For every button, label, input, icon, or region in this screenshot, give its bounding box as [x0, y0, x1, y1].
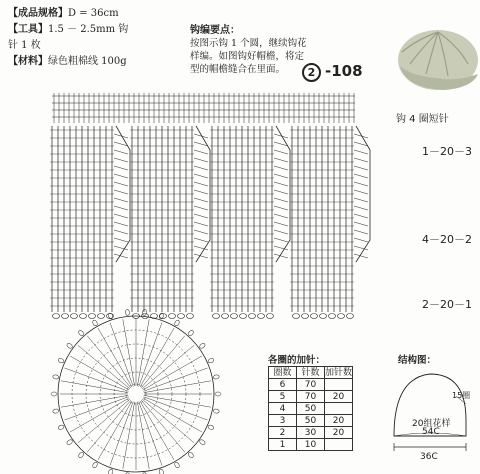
table-row [269, 427, 353, 439]
table-cell: 20 [325, 427, 353, 439]
motif-ring [126, 384, 146, 404]
table-cell: 10 [297, 439, 325, 451]
wedge-stitch [194, 158, 208, 162]
wedge-stitch [194, 150, 208, 154]
motif-spoke [137, 319, 149, 386]
motif-spoke [70, 398, 129, 432]
table-cell: 30 [297, 427, 325, 439]
table-cell: 50 [297, 403, 325, 415]
wedge-stitch [274, 214, 288, 218]
table-cell [325, 439, 353, 451]
table-cell: 70 [297, 391, 325, 403]
wedge-stitch [274, 182, 288, 186]
chain-loop [231, 314, 238, 319]
wedge-stitch [194, 182, 208, 186]
motif-spoke [98, 328, 132, 387]
side-title: 钩 4 圈短针 [396, 114, 449, 125]
motif-spoke [61, 395, 128, 407]
motif-chain [207, 358, 214, 364]
chain-loop [222, 314, 229, 319]
table-cell [325, 403, 353, 415]
tools-value: 1.5 － 2.5mm 钩 [48, 24, 129, 35]
motif-chain [187, 451, 194, 458]
code-circled-number: 2 [302, 63, 321, 82]
wedge-stitch [274, 238, 288, 242]
structure-title: 结构图： [398, 355, 437, 366]
chain-loop [62, 314, 69, 319]
wedge-stitch [194, 214, 208, 218]
material-key: 【材料】 [8, 56, 48, 67]
motif-chain [92, 319, 98, 326]
motif-spoke [61, 381, 128, 393]
chain-loop [240, 314, 247, 319]
motif-chain [215, 392, 221, 396]
chain-loop [267, 314, 274, 319]
tools-key: 【工具】 [8, 24, 48, 35]
motif-chain [58, 358, 65, 364]
table-cell: 6 [269, 379, 297, 391]
motif-spoke [140, 401, 174, 460]
table-row [269, 403, 353, 415]
wedge-stitch [274, 206, 288, 210]
motif-chain [174, 461, 180, 468]
wedge-stitch [354, 198, 368, 202]
wedge-stitch [354, 158, 368, 162]
wedge-stitch [114, 190, 128, 194]
wedge-stitch [274, 230, 288, 234]
wedge-stitch [354, 190, 368, 194]
size-value: D = 36cm [68, 8, 119, 19]
wedge-stitch [354, 238, 368, 242]
chain-loop [98, 314, 105, 319]
chain-loop [80, 314, 87, 319]
wedge-stitch [194, 222, 208, 226]
wedge-stitch [354, 206, 368, 210]
motif-spoke [143, 356, 202, 390]
wedge-stitch [354, 230, 368, 234]
chain-loop [107, 314, 114, 319]
motif-chain [213, 408, 220, 413]
motif-spoke [143, 398, 202, 432]
motif-chain [78, 329, 85, 336]
motif-chain [66, 342, 73, 349]
side-label-3: 2－20－1 [422, 298, 472, 311]
table-row [269, 379, 353, 391]
chain-loop [187, 314, 194, 319]
wedge-stitch [114, 230, 128, 234]
motif-spoke [144, 395, 211, 407]
table-row [269, 439, 353, 451]
motif-chain [78, 451, 85, 458]
wedge-stitch [274, 150, 288, 154]
wedge-stitch [354, 182, 368, 186]
notes-heading: 钩编要点： [190, 25, 240, 36]
chain-loop [249, 314, 256, 319]
wedge-stitch [274, 198, 288, 202]
wedge-stitch [194, 206, 208, 210]
table-cell: 针数 [297, 367, 325, 379]
table-cell: 70 [297, 379, 325, 391]
structure-rim-label: 15圈 [452, 391, 471, 400]
wedge-stitch [114, 238, 128, 242]
structure-circumference: 54C [422, 427, 440, 437]
motif-chain [51, 392, 57, 396]
chain-loop [71, 314, 78, 319]
side-label-2: 4－20－2 [422, 233, 472, 246]
motif-spoke [144, 381, 211, 393]
chain-loop [258, 314, 265, 319]
chain-loop [311, 314, 318, 319]
side-label-1: 1－20－3 [422, 145, 472, 158]
tools-value-2: 针 1 枚 [8, 40, 41, 51]
table-cell: 5 [269, 391, 297, 403]
table-cell: 圈数 [269, 367, 297, 379]
table-header-row [269, 367, 353, 379]
motif-chain [58, 424, 65, 430]
wedge-stitch [114, 182, 128, 186]
motif-chain [52, 374, 59, 379]
wedge-stitch [114, 174, 128, 178]
chain-loop [213, 314, 220, 319]
table-cell: 2 [269, 427, 297, 439]
motif-chain [174, 319, 180, 326]
stitch-grid [50, 93, 370, 319]
table-cell: 20 [325, 391, 353, 403]
wedge-stitch [274, 174, 288, 178]
chain-loop [178, 314, 185, 319]
wedge-stitch [114, 150, 128, 154]
motif-chain [199, 342, 206, 349]
motif-chain [125, 309, 130, 315]
motif-chain [66, 439, 73, 446]
chain-loop [338, 314, 345, 319]
increase-table [268, 366, 353, 451]
chain-loop [53, 314, 60, 319]
wedge-stitch [274, 190, 288, 194]
table-cell: 3 [269, 415, 297, 427]
chain-loop [89, 314, 96, 319]
table-cell [325, 379, 353, 391]
motif-chain [213, 374, 220, 379]
wedge-stitch [194, 190, 208, 194]
material-value: 绿色粗棉线 100g [48, 56, 127, 67]
motif-spoke [70, 356, 129, 390]
wedge-stitch [194, 238, 208, 242]
wedge-stitch [114, 158, 128, 162]
code-suffix: -108 [325, 62, 363, 80]
motif-chain [108, 469, 114, 474]
table-cell: 4 [269, 403, 297, 415]
wedge-stitch [114, 222, 128, 226]
motif-chain [92, 461, 98, 468]
motif-spoke [123, 319, 135, 386]
wedge-stitch [114, 206, 128, 210]
notes-body: 按图示钩 1 个圆，继续钩花样编。如图钩好帽檐，将定型的帽檐缝合在里面。 [190, 38, 307, 75]
motif-spoke [137, 402, 149, 469]
motif-chain [199, 439, 206, 446]
wedge-stitch [354, 214, 368, 218]
wedge-stitch [114, 198, 128, 202]
wedge-stitch [194, 174, 208, 178]
wedge-stitch [274, 222, 288, 226]
wedge-stitch [354, 222, 368, 226]
motif-chain [52, 408, 59, 413]
wedge-stitch [354, 150, 368, 154]
table-cell: 加针数 [325, 367, 353, 378]
wedge-stitch [354, 166, 368, 170]
chain-loop [302, 314, 309, 319]
table-row [269, 415, 353, 427]
chain-loop [347, 314, 354, 319]
wedge-stitch [194, 198, 208, 202]
structure-width: 36C [420, 452, 438, 462]
motif-chain [159, 469, 165, 474]
motif-chain [142, 309, 147, 315]
chain-loop [329, 314, 336, 319]
chain-loop [320, 314, 327, 319]
wedge-stitch [114, 214, 128, 218]
chain-loop [293, 314, 300, 319]
motif-chain [187, 329, 194, 336]
structure-pattern-label: 20组花样 [412, 419, 451, 429]
increase-title: 各圈的加针： [268, 355, 326, 366]
motif-spoke [98, 401, 132, 460]
motif-spoke [140, 328, 174, 387]
table-cell: 1 [269, 439, 297, 451]
motif-chain [207, 424, 214, 430]
motif-spoke [123, 402, 135, 469]
wedge-stitch [194, 166, 208, 170]
wedge-stitch [194, 230, 208, 234]
table-cell: 20 [325, 415, 353, 427]
table-row [269, 391, 353, 403]
wedge-stitch [274, 158, 288, 162]
round-motif [51, 309, 221, 474]
table-cell: 50 [297, 415, 325, 427]
structure-diagram [394, 374, 466, 451]
wedge-stitch [114, 166, 128, 170]
size-key: 【成品规格】 [8, 8, 68, 19]
wedge-stitch [274, 166, 288, 170]
chain-loop [169, 314, 176, 319]
wedge-stitch [354, 174, 368, 178]
